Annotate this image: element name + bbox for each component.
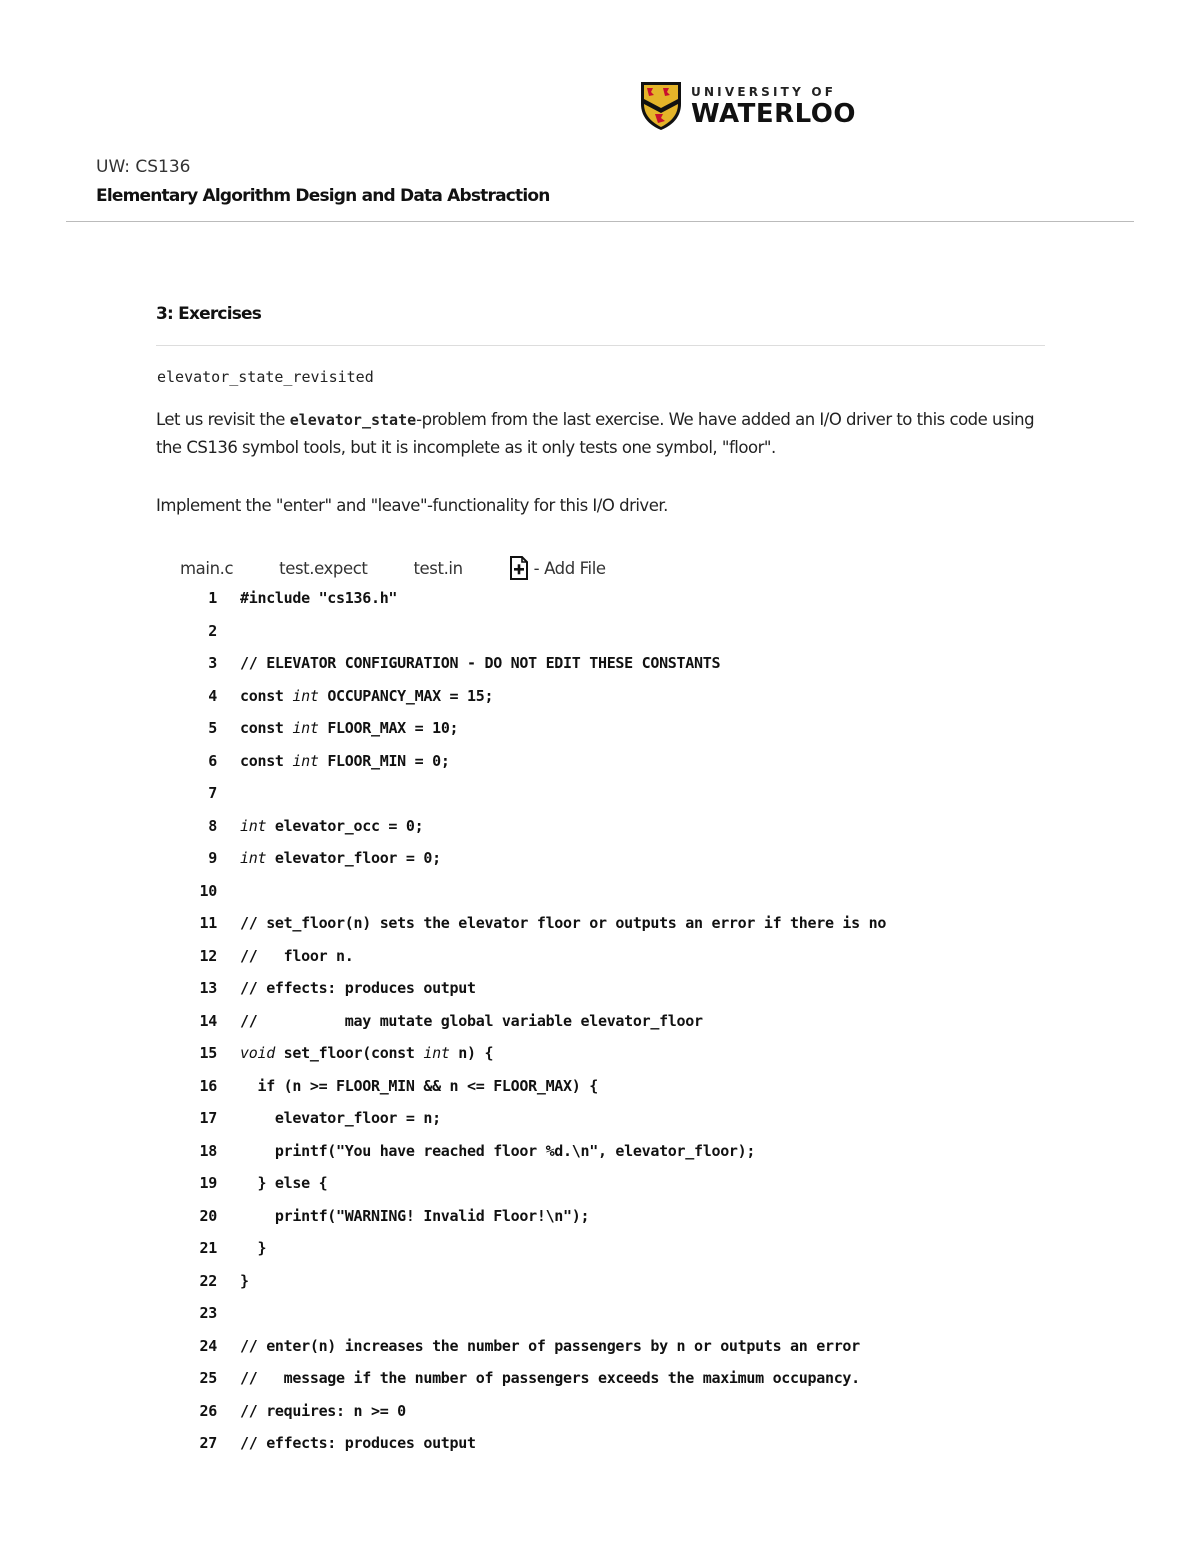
line-number: 3 — [208, 654, 217, 672]
code-line — [180, 1142, 1060, 1174]
code-text: // effects: produces output — [240, 1434, 476, 1452]
code-fragment: elevator_occ = 0; — [266, 816, 424, 835]
line-number: 9 — [208, 849, 217, 867]
line-number: 22 — [199, 1271, 217, 1290]
code-text — [240, 817, 423, 835]
code-line — [180, 1272, 1060, 1304]
header-divider — [66, 221, 1134, 222]
course-code: UW: CS136 — [96, 157, 191, 177]
code-line — [180, 719, 1060, 751]
code-fragment: elevator_floor = 0; — [266, 849, 441, 867]
type-keyword: int — [423, 1044, 450, 1062]
code-text: // may mutate global variable elevator_floor — [240, 1011, 703, 1030]
code-line — [180, 979, 1060, 1011]
type-keyword: int — [292, 719, 319, 737]
line-number: 24 — [199, 1336, 217, 1355]
code-line — [180, 687, 1060, 719]
inline-code-elevator-state: elevator_state — [289, 411, 417, 429]
code-fragment: n) { — [449, 1044, 494, 1062]
code-text: elevator_floor = n; — [240, 1109, 441, 1127]
section-divider — [156, 345, 1045, 346]
code-line — [180, 914, 1060, 946]
tab-test-in[interactable]: test.in — [413, 558, 463, 578]
line-number: 6 — [208, 751, 217, 770]
code-text — [240, 719, 458, 737]
code-text: // effects: produces output — [240, 979, 476, 997]
add-file-label: - Add File — [533, 558, 606, 578]
code-text: // message if the number of passengers exceeds the maximum occupancy. — [240, 1369, 860, 1387]
code-line — [180, 1304, 1060, 1336]
waterloo-shield-icon — [639, 80, 683, 132]
code-fragment: const — [240, 686, 293, 705]
add-file-button[interactable] — [509, 556, 606, 580]
course-title: Elementary Algorithm Design and Data Abstraction — [96, 186, 550, 206]
type-keyword: void — [240, 1044, 275, 1062]
line-number: 21 — [199, 1239, 217, 1257]
code-line — [180, 752, 1060, 784]
code-line — [180, 1434, 1060, 1466]
code-text: // set_floor(n) sets the elevator floor or outputs an error if there is no — [240, 914, 887, 932]
code-line — [180, 1012, 1060, 1044]
tab-main-c[interactable]: main.c — [180, 558, 234, 578]
code-line — [180, 1337, 1060, 1369]
line-number: 4 — [208, 686, 217, 705]
problem-name: elevator_state_revisited — [157, 368, 374, 386]
code-line — [180, 784, 1060, 816]
line-number: 12 — [199, 946, 217, 965]
type-keyword: int — [240, 816, 267, 835]
code-line — [180, 882, 1060, 914]
code-text: #include "cs136.h" — [240, 589, 398, 607]
line-number: 17 — [199, 1109, 217, 1127]
code-line — [180, 622, 1060, 654]
university-logo — [639, 80, 856, 132]
code-line — [180, 849, 1060, 881]
code-line — [180, 947, 1060, 979]
code-line — [180, 1239, 1060, 1271]
line-number: 10 — [199, 881, 217, 900]
code-text — [240, 849, 441, 867]
line-number: 25 — [199, 1369, 217, 1387]
line-number: 14 — [199, 1011, 217, 1030]
code-text: if (n >= FLOOR_MIN && n <= FLOOR_MAX) { — [240, 1076, 598, 1095]
code-line — [180, 1109, 1060, 1141]
line-number: 18 — [199, 1141, 217, 1160]
line-number: 26 — [199, 1401, 217, 1420]
line-number: 2 — [208, 621, 217, 640]
line-number: 15 — [199, 1044, 217, 1062]
code-text: } else { — [240, 1174, 328, 1192]
line-number: 16 — [199, 1076, 217, 1095]
code-text: // ELEVATOR CONFIGURATION - DO NOT EDIT THESE CONSTANTS — [240, 654, 721, 672]
code-text: // floor n. — [240, 946, 354, 965]
editor-file-tabs — [180, 556, 606, 580]
description-text-start: Let us revisit the — [156, 410, 290, 429]
code-text: // requires: n >= 0 — [240, 1401, 406, 1420]
section-heading: 3: Exercises — [156, 304, 262, 324]
code-line — [180, 817, 1060, 849]
line-number: 11 — [199, 914, 217, 932]
problem-description — [156, 406, 1056, 462]
tab-test-expect[interactable]: test.expect — [279, 558, 368, 578]
code-line — [180, 1369, 1060, 1401]
code-text: printf("You have reached floor %d.\n", elevator_floor); — [240, 1141, 756, 1160]
code-line — [180, 1402, 1060, 1434]
logo-line-university: UNIVERSITY OF — [691, 84, 837, 99]
code-line — [180, 1044, 1060, 1076]
type-keyword: int — [240, 849, 267, 867]
code-fragment: FLOOR_MAX = 10; — [318, 719, 459, 737]
code-text — [240, 1044, 493, 1062]
code-line — [180, 1207, 1060, 1239]
line-number: 1 — [208, 589, 217, 607]
line-number: 8 — [208, 816, 217, 835]
code-text — [240, 687, 493, 705]
line-number: 19 — [199, 1174, 217, 1192]
line-number: 20 — [199, 1206, 217, 1225]
type-keyword: int — [292, 751, 319, 770]
code-line — [180, 1174, 1060, 1206]
code-text — [240, 752, 450, 770]
line-number: 27 — [199, 1434, 217, 1452]
code-line — [180, 1077, 1060, 1109]
code-text: // enter(n) increases the number of passengers by n or outputs an error — [240, 1336, 860, 1355]
code-line — [180, 654, 1060, 686]
code-text: } — [240, 1239, 267, 1257]
line-number: 13 — [199, 979, 217, 997]
code-line — [180, 589, 1060, 621]
add-file-icon — [509, 556, 529, 580]
logo-line-waterloo: WATERLOO — [691, 98, 856, 129]
code-text: } — [240, 1271, 249, 1290]
type-keyword: int — [292, 686, 319, 705]
description-text-end: -problem from the last exercise. We have added an I/O driver to this code using the CS136 symbol tools, but it is incomplete as it only tests one symbol, "floor". — [156, 410, 1035, 457]
line-number: 5 — [208, 719, 217, 737]
problem-instruction: Implement the "enter" and "leave"-functionality for this I/O driver. — [156, 496, 668, 515]
code-fragment: set_floor(const — [274, 1044, 424, 1062]
line-number: 7 — [208, 784, 217, 802]
code-fragment: FLOOR_MIN = 0; — [318, 751, 450, 770]
code-fragment: OCCUPANCY_MAX = 15; — [318, 686, 494, 705]
code-fragment: const — [240, 719, 293, 737]
code-text: printf("WARNING! Invalid Floor!\n"); — [240, 1206, 590, 1225]
line-number: 23 — [199, 1304, 217, 1322]
code-editor[interactable] — [180, 585, 1060, 1452]
code-fragment: const — [240, 751, 293, 770]
